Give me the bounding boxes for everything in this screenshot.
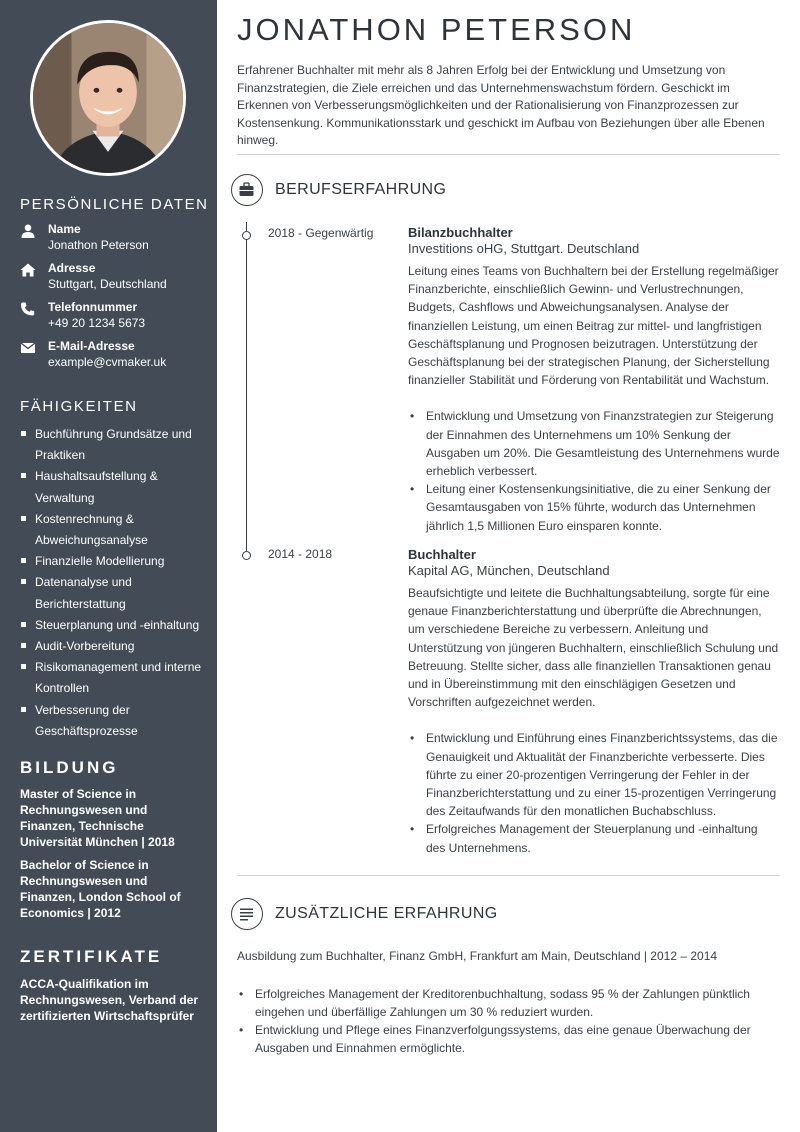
phone-icon <box>20 302 36 316</box>
page-title: JONATHON PETERSON <box>237 12 636 47</box>
skills-list <box>20 424 205 742</box>
list-item: • Entwicklung und Einführung eines Finanzberichtssystems, das die Genauigkeit und Aktualität der Finanzberichte verbesserte. Dies führte zu einer 20-prozentigen Verringerung der Fehler in der Finanzberichterstattung und zu einer 15-prozentigen Verringerung des Zeitaufwands für den monatlichen Buchabschluss. <box>408 729 780 820</box>
briefcase-icon <box>239 182 254 197</box>
section-icon <box>231 174 263 206</box>
contact-value: Stuttgart, Deutschland <box>48 277 167 291</box>
timeline-dot <box>242 231 251 240</box>
divider <box>237 154 780 155</box>
experience-heading: BERUFSERFAHRUNG <box>275 181 447 198</box>
profile-summary: Erfahrener Buchhalter mit mehr als 8 Jahren Erfolg bei der Entwicklung und Umsetzung von Finanzstrategien, die Ziele erreichen und das Unternehmenswachstum fördern. Geschickt im Erkennen von Verbesserungsmöglichkeiten und der Rationalisierung von Finanzprozessen zur Kostensenkung. Kommunikationsstark und geschickt im Aufbau von Beziehungen über alle Ebenen hinweg. <box>237 63 765 148</box>
personal-data-heading: PERSÖNLICHE DATEN <box>20 196 209 213</box>
additional-heading: ZUSÄTZLICHE ERFAHRUNG <box>275 905 498 922</box>
list-item: Buchführung Grundsätze und Praktiken <box>20 424 205 466</box>
contact-label: Name <box>48 222 81 236</box>
job-title: Buchhalter <box>408 547 476 562</box>
job-description: Leitung eines Teams von Buchhaltern bei der Erstellung regelmäßiger Finanzberichte, einschließlich Gewinn- und Verlustrechnungen, Budgets, Cashflows und Abweichungsanalysen. Analyse der finanziellen Leistung, um einen Beitrag zur mittel- und langfristigen Geschäftsplanung und Prognosen beizutragen. Unterstützung der Geschäftsplanung bei der strategischen Planung, der Sicherstellung finanzieller Stabilität und Förderung von Rentabilität und Wachstum. <box>408 264 779 388</box>
contact-label: Telefonnummer <box>48 300 138 314</box>
list-item: Kostenrechnung & Abweichungsanalyse <box>20 509 205 551</box>
list-item: Haushaltsaufstellung & Verwaltung <box>20 466 205 508</box>
skills-heading: FÄHIGKEITEN <box>20 398 138 415</box>
profile-photo-illustration <box>33 23 183 173</box>
sidebar <box>0 0 217 1132</box>
contact-value: +49 20 1234 5673 <box>48 316 146 330</box>
list-item: Steuerplanung und -einhaltung <box>20 615 205 636</box>
job-company: Kapital AG, München, Deutschland <box>408 563 610 578</box>
education-entry: Master of Science in Rechnungswesen und Finanzen, Technische Universität München | 2018 <box>20 787 175 849</box>
person-icon <box>20 224 36 238</box>
job-achievements <box>408 407 780 534</box>
list-item: • Leitung einer Kostensenkungsinitiative, die zu einer Senkung der Gesamtausgaben von 15% führte, wodurch das Unternehmen jährlich 1,5 Millionen Euro einsparen konnte. <box>408 480 780 535</box>
list-icon <box>239 906 254 921</box>
list-item: • Erfolgreiches Management der Steuerplanung und -einhaltung des Unternehmens. <box>408 820 780 856</box>
list-item: Audit-Vorbereitung <box>20 636 205 657</box>
education-entry: Bachelor of Science in Rechnungswesen und Finanzen, London School of Economics | 2012 <box>20 858 181 920</box>
contact-value: Jonathon Peterson <box>48 238 149 252</box>
list-item: Datenanalyse und Berichterstattung <box>20 572 205 614</box>
job-entry <box>408 225 780 535</box>
additional-training: Ausbildung zum Buchhalter, Finanz GmbH, Frankfurt am Main, Deutschland | 2012 – 2014 <box>237 949 718 963</box>
job-date: 2014 - 2018 <box>268 547 333 561</box>
list-item: Verbesserung der Geschäftsprozesse <box>20 700 205 742</box>
timeline-line <box>246 222 247 555</box>
certificate-entry: ACCA-Qualifikation im Rechnungswesen, Verband der zertifizierten Wirtschaftsprüfer <box>20 977 199 1023</box>
job-achievements <box>408 729 780 856</box>
job-description: Beaufsichtigte und leitete die Buchhaltungsabteilung, sorgte für eine genaue Finanzberichterstattung und überprüfte die Abrechnungen, um verschiedene Bereiche zu verbessern. Anleitung und Unterstützung von jüngeren Buchhaltern, einschließlich Schulung und Betreuung. Stellte sicher, dass alle finanziellen Transaktionen genau und in Übereinstimmung mit den einschlägigen Gesetzen und Vorschriften aufgezeichnet werden. <box>408 586 779 710</box>
list-item: Risikomanagement und interne Kontrollen <box>20 657 205 699</box>
education-heading: BILDUNG <box>20 758 119 777</box>
mail-icon <box>20 341 36 355</box>
timeline-dot <box>242 551 251 560</box>
divider <box>237 875 780 876</box>
job-entry <box>408 547 780 857</box>
job-company: Investitions oHG, Stuttgart. Deutschland <box>408 241 640 256</box>
contact-label: Adresse <box>48 261 96 275</box>
certificates-heading: ZERTIFIKATE <box>20 947 163 966</box>
list-item: • Erfolgreiches Management der Kreditorenbuchhaltung, sodass 95 % der Zahlungen pünktlich eingehen und überfällige Zahlungen um 30 % reduziert wurden. <box>237 985 782 1021</box>
job-date: 2018 - Gegenwärtig <box>268 226 374 240</box>
contact-value: example@cvmaker.uk <box>48 355 167 369</box>
list-item: • Entwicklung und Pflege eines Finanzverfolgungssystems, das eine genaue Überwachung der Ausgaben und Einnahmen ermöglichte. <box>237 1021 782 1057</box>
section-icon <box>231 898 263 930</box>
job-title: Bilanzbuchhalter <box>408 225 513 240</box>
profile-photo <box>30 20 186 176</box>
list-item: Finanzielle Modellierung <box>20 551 205 572</box>
home-icon <box>20 263 36 277</box>
list-item: • Entwicklung und Umsetzung von Finanzstrategien zur Steigerung der Einnahmen des Unternehmens um 10% Senkung der Ausgaben um 20%. Die Gesamtleistung des Unternehmens wurde erheblich verbessert. <box>408 407 780 480</box>
contact-label: E-Mail-Adresse <box>48 339 135 353</box>
additional-achievements <box>237 985 782 1057</box>
